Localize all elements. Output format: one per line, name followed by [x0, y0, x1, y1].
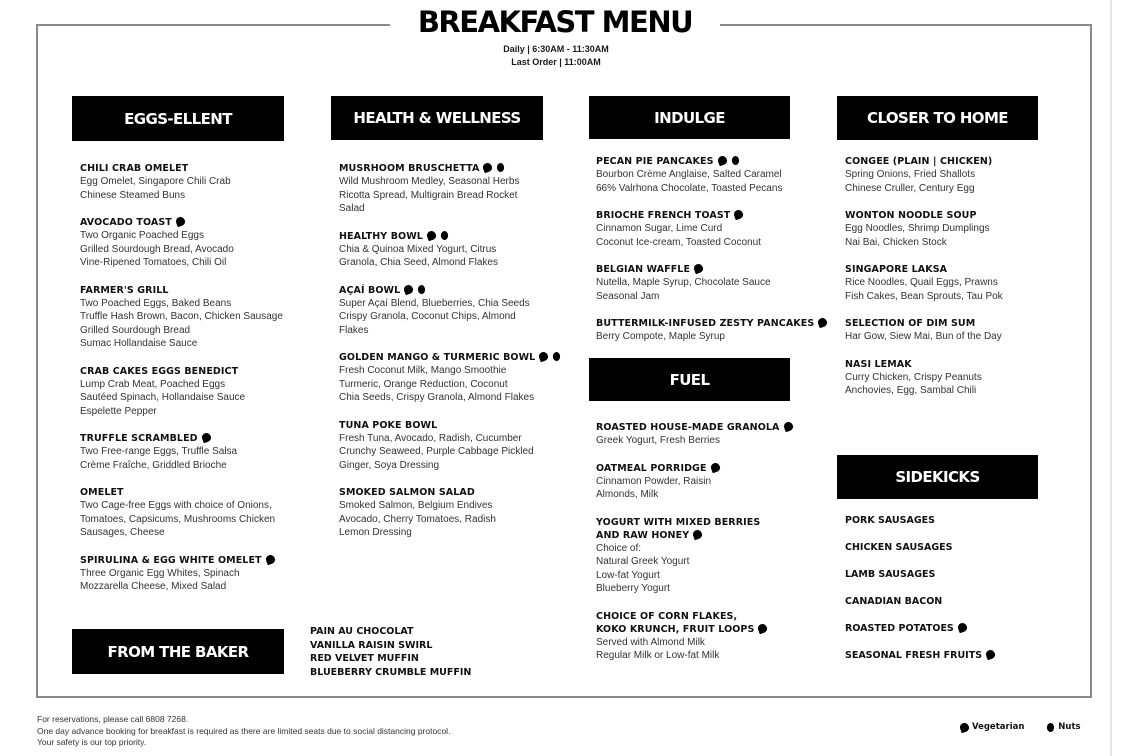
menu-item-name	[80, 284, 320, 297]
menu-item-name	[845, 155, 1085, 168]
menu-item-description	[845, 168, 1085, 195]
description-line: Tomatoes, Capsicums, Mushrooms Chicken	[80, 513, 276, 525]
menu-item-description	[339, 364, 579, 405]
menu-item	[80, 554, 320, 594]
menu-item	[339, 162, 579, 216]
leaf-icon	[403, 283, 415, 295]
menu-item	[339, 351, 579, 405]
legend-vegetarian-label: Vegetarian	[971, 722, 1025, 732]
description-line: Seasonal Jam	[596, 290, 660, 302]
description-line: Espelette Pepper	[80, 405, 157, 417]
menu-item	[80, 216, 320, 270]
menu-item-title: SELECTION OF DIM SUM	[845, 318, 976, 329]
leaf-icon	[175, 216, 187, 228]
menu-item-title: SINGAPORE LAKSA	[845, 264, 948, 275]
description-line: Crunchy Seaweed, Purple Cabbage Pickled	[339, 446, 534, 457]
menu-item-description	[596, 475, 836, 502]
section-header-baker: FROM THE BAKER	[72, 629, 284, 674]
description-line: Ricotta Spread, Multigrain Bread Rocket	[339, 189, 518, 201]
list-item	[845, 595, 995, 609]
opening-hours	[420, 43, 692, 69]
menu-item-name	[80, 554, 320, 567]
description-line: Served with Almond Milk	[596, 636, 705, 648]
footer-safety: Your safety is our top priority.	[37, 737, 147, 747]
baker-list	[310, 625, 471, 679]
description-line: Fresh Tuna, Avocado, Radish, Cucumber	[339, 432, 522, 444]
menu-item	[339, 284, 579, 338]
menu-item-name	[80, 486, 320, 499]
description-line: Low-fat Yogurt	[596, 569, 660, 581]
description-line: Turmeric, Orange Reduction, Coconut	[339, 378, 508, 390]
menu-item-title: CRAB CAKES EGGS BENEDICT	[80, 365, 239, 377]
description-line: Chinese Steamed Buns	[80, 189, 186, 201]
menu-item-title: TRUFFLE SCRAMBLED	[80, 433, 198, 444]
menu-item-name	[80, 365, 320, 378]
leaf-icon	[709, 461, 721, 473]
description-line: Bourbon Crème Anglaise, Salted Caramel	[596, 169, 782, 180]
description-line: Sumac Hollandaise Sauce	[80, 338, 198, 349]
menu-item-description	[596, 636, 836, 663]
description-line: Fresh Coconut Milk, Mango Smoothie	[339, 365, 507, 376]
menu-item	[596, 462, 836, 502]
footer-reservation: For reservations, please call 6808 7268.	[37, 714, 189, 724]
section-header-fuel: FUEL	[589, 358, 790, 401]
leaf-icon	[200, 432, 212, 444]
menu-item	[596, 610, 836, 663]
description-line: Lump Crab Meat, Poached Eggs	[80, 378, 226, 390]
menu-item-description	[596, 434, 836, 448]
menu-item-title: WONTON NOODLE SOUP	[845, 210, 977, 221]
menu-item-description	[80, 297, 320, 351]
footer-notes	[37, 714, 450, 749]
menu-item-description	[845, 276, 1085, 303]
description-line: Egg Omelet, Singapore Chili Crab	[80, 176, 231, 187]
list-item	[845, 514, 995, 528]
description-line: Avocado, Cherry Tomatoes, Radish	[339, 513, 496, 525]
menu-item-title: MUSRHOOM BRUSCHETTA	[339, 163, 480, 174]
list-item-label: CANADIAN BACON	[845, 596, 943, 607]
menu-item-title: GOLDEN MANGO & TURMERIC BOWL	[339, 352, 536, 363]
description-line: Egg Noodles, Shrimp Dumplings	[845, 223, 990, 234]
nut-icon	[730, 154, 740, 167]
menu-item-name	[596, 610, 836, 636]
menu-item-name	[845, 263, 1085, 276]
menu-item-description	[596, 276, 836, 303]
menu-item-description	[596, 330, 836, 344]
dietary-legend	[956, 722, 1081, 733]
description-line: Fish Cakes, Bean Sprouts, Tau Pok	[845, 290, 1003, 302]
menu-item-description	[339, 175, 579, 216]
description-line: Curry Chicken, Crispy Peanuts	[845, 371, 982, 383]
leaf-icon	[782, 421, 794, 433]
menu-item-description	[596, 222, 836, 249]
list-item-label: PAIN AU CHOCOLAT	[310, 626, 414, 637]
description-line: Two Organic Poached Eggs	[80, 230, 204, 241]
menu-item-name	[596, 317, 836, 330]
list-item	[310, 639, 471, 653]
menu-item-description	[80, 378, 320, 419]
description-line: Wild Mushroom Medley, Seasonal Herbs	[339, 176, 520, 187]
description-line: Nai Bai, Chicken Stock	[845, 236, 947, 248]
menu-item-name	[596, 209, 836, 222]
menu-item-title: AÇAÍ BOWL	[339, 284, 401, 296]
menu-item	[845, 155, 1085, 195]
indulge-column	[596, 155, 836, 358]
menu-item	[845, 317, 1085, 344]
nut-icon	[1046, 721, 1056, 734]
description-line: Natural Greek Yogurt	[596, 556, 690, 567]
description-line: Greek Yogurt, Fresh Berries	[596, 435, 720, 446]
description-line: Flakes	[339, 324, 369, 336]
description-line: Berry Compote, Maple Syrup	[596, 331, 725, 342]
description-line: Har Gow, Siew Mai, Bun of the Day	[845, 331, 1002, 342]
leaf-icon	[733, 209, 745, 221]
description-line: Coconut Ice-cream, Toasted Coconut	[596, 236, 761, 248]
menu-item-name	[339, 230, 579, 243]
menu-item-name	[80, 432, 320, 445]
menu-item-title: HEALTHY BOWL	[339, 230, 423, 242]
leaf-icon	[985, 649, 997, 661]
hours-daily: Daily | 6:30AM - 11:30AM	[503, 44, 609, 54]
list-item-label: ROASTED POTATOES	[845, 623, 954, 634]
page-edge	[1110, 0, 1112, 756]
fuel-column	[596, 421, 836, 677]
menu-item-title: AVOCADO TOAST	[80, 217, 172, 228]
description-line: Granola, Chia Seed, Almond Flakes	[339, 257, 498, 268]
description-line: Ginger, Soya Dressing	[339, 459, 440, 471]
list-item	[310, 666, 471, 680]
description-line: Choice of:	[596, 542, 642, 554]
menu-item	[80, 284, 320, 351]
menu-item	[80, 365, 320, 419]
menu-item-name-line: AND RAW HONEY	[596, 529, 690, 541]
leaf-icon	[538, 351, 550, 363]
menu-item-description	[80, 445, 320, 472]
menu-item	[596, 421, 836, 448]
menu-item-description	[339, 499, 579, 540]
menu-item-description	[80, 499, 320, 540]
menu-item-title: OMELET	[80, 487, 124, 498]
menu-item-name	[339, 351, 579, 364]
menu-item-title: SMOKED SALMON SALAD	[339, 487, 475, 498]
eggs-column	[80, 162, 320, 608]
list-item	[845, 568, 995, 582]
menu-item	[596, 209, 836, 249]
legend-nuts-label: Nuts	[1058, 722, 1081, 732]
section-header-home: CLOSER TO HOME	[837, 96, 1038, 140]
list-item	[845, 541, 995, 555]
section-header-sidekicks: SIDEKICKS	[837, 455, 1038, 499]
list-item-label: BLUEBERRY CRUMBLE MUFFIN	[310, 666, 472, 678]
description-line: Two Free-range Eggs, Truffle Salsa	[80, 446, 238, 457]
page-title: BREAKFAST MENU	[417, 5, 693, 39]
menu-item-name	[339, 486, 579, 499]
menu-item-title: BUTTERMILK-INFUSED ZESTY PANCAKES	[596, 318, 815, 329]
list-item	[310, 625, 471, 639]
menu-item	[339, 230, 579, 270]
menu-item	[339, 419, 579, 473]
menu-item-name	[339, 162, 579, 175]
menu-item-name	[339, 419, 579, 432]
list-item-label: LAMB SAUSAGES	[845, 569, 936, 580]
menu-item-title: CONGEE (PLAIN | CHICKEN)	[845, 156, 993, 167]
description-line: Rice Noodles, Quail Eggs, Prawns	[845, 277, 998, 288]
menu-item	[596, 516, 836, 596]
description-line: 66% Valrhona Chocolate, Toasted Pecans	[596, 182, 783, 194]
description-line: Spring Onions, Fried Shallots	[845, 169, 976, 180]
menu-item-title: ROASTED HOUSE-MADE GRANOLA	[596, 422, 780, 433]
menu-item-name	[596, 516, 836, 542]
leaf-icon	[716, 155, 728, 167]
menu-item-name	[845, 358, 1085, 371]
menu-item	[845, 358, 1085, 398]
health-column	[339, 162, 579, 554]
nut-icon	[496, 161, 506, 174]
menu-item-name-line: CHOICE OF CORN FLAKES,	[596, 610, 738, 622]
description-line: Blueberry Yogurt	[596, 583, 670, 594]
menu-item-name	[596, 263, 836, 276]
footer-booking: One day advance booking for breakfast is required as there are limited seats due to social distancing protocol.	[37, 725, 451, 736]
menu-item	[845, 263, 1085, 303]
menu-item-name	[845, 209, 1085, 222]
menu-item	[596, 263, 836, 303]
leaf-icon	[817, 317, 829, 329]
description-line: Vine-Ripened Tomatoes, Chili Oil	[80, 257, 227, 268]
menu-item-title: NASI LEMAK	[845, 358, 912, 370]
list-item	[845, 622, 995, 636]
list-item-label: PORK SAUSAGES	[845, 515, 935, 526]
leaf-icon	[957, 622, 969, 634]
menu-item-name	[339, 284, 579, 297]
menu-item	[845, 209, 1085, 249]
menu-item-title: BELGIAN WAFFLE	[596, 264, 691, 275]
menu-item-name-line: YOGURT WITH MIXED BERRIES	[596, 516, 761, 528]
menu-item-description	[339, 432, 579, 473]
menu-item-title: BRIOCHE FRENCH TOAST	[596, 210, 731, 221]
description-line: Nutella, Maple Syrup, Chocolate Sauce	[596, 277, 771, 288]
menu-item	[596, 155, 836, 195]
leaf-icon	[692, 528, 704, 540]
description-line: Mozzarella Cheese, Mixed Salad	[80, 581, 227, 592]
description-line: Sautéed Spinach, Hollandaise Sauce	[80, 392, 246, 403]
menu-item-title: FARMER'S GRILL	[80, 284, 169, 296]
description-line: Almonds, Milk	[596, 489, 659, 500]
leaf-icon	[959, 721, 971, 733]
menu-item-title: SPIRULINA & EGG WHITE OMELET	[80, 554, 262, 566]
leaf-icon	[426, 229, 438, 241]
home-column	[845, 155, 1085, 412]
sidekicks-list	[845, 514, 995, 676]
description-line: Cinnamon Powder, Raisin	[596, 475, 712, 487]
nut-icon	[552, 350, 562, 363]
leaf-icon	[693, 263, 705, 275]
description-line: Regular Milk or Low-fat Milk	[596, 650, 720, 661]
list-item-label: SEASONAL FRESH FRUITS	[845, 650, 983, 661]
menu-item-name-line: KOKO KRUNCH, FRUIT LOOPS	[596, 623, 755, 635]
menu-item	[80, 486, 320, 540]
menu-item-name	[596, 462, 836, 475]
menu-item-name	[845, 317, 1085, 330]
menu-item-description	[80, 567, 320, 594]
description-line: Sausages, Cheese	[80, 527, 165, 538]
menu-item-name	[596, 155, 836, 168]
list-item-label: VANILLA RAISIN SWIRL	[310, 639, 433, 651]
menu-item-description	[845, 330, 1085, 344]
description-line: Two Poached Eggs, Baked Beans	[80, 297, 232, 309]
list-item	[310, 652, 471, 666]
description-line: Crispy Granola, Coconut Chips, Almond	[339, 311, 516, 322]
description-line: Chinese Cruller, Century Egg	[845, 182, 975, 194]
menu-item-description	[596, 542, 836, 596]
hours-last-order: Last Order | 11:00AM	[511, 57, 601, 67]
list-item-label: RED VELVET MUFFIN	[310, 653, 419, 664]
menu-item-title: CHILI CRAB OMELET	[80, 163, 189, 174]
description-line: Grilled Sourdough Bread, Avocado	[80, 243, 234, 255]
menu-item-description	[596, 168, 836, 195]
description-line: Anchovies, Egg, Sambal Chili	[845, 385, 977, 396]
nut-icon	[439, 229, 449, 242]
description-line: Chia & Quinoa Mixed Yogurt, Citrus	[339, 243, 497, 255]
description-line: Grilled Sourdough Bread	[80, 324, 191, 336]
list-item-label: CHICKEN SAUSAGES	[845, 542, 953, 553]
section-header-indulge: INDULGE	[589, 96, 790, 139]
description-line: Salad	[339, 203, 365, 214]
leaf-icon	[757, 622, 769, 634]
menu-item-title: TUNA POKE BOWL	[339, 419, 438, 431]
description-line: Super Açaí Blend, Blueberries, Chia Seeds	[339, 297, 530, 309]
description-line: Crème Fraîche, Griddled Brioche	[80, 459, 227, 471]
description-line: Smoked Salmon, Belgium Endives	[339, 500, 493, 511]
menu-item-title: OATMEAL PORRIDGE	[596, 462, 707, 474]
menu-item	[80, 162, 320, 202]
menu-item-description	[80, 175, 320, 202]
list-item	[845, 649, 995, 663]
leaf-icon	[482, 162, 494, 174]
nut-icon	[417, 283, 427, 296]
description-line: Chia Seeds, Crispy Granola, Almond Flakes	[339, 392, 535, 403]
menu-item-title: PECAN PIE PANCAKES	[596, 156, 714, 167]
menu-item-name	[80, 216, 320, 229]
description-line: Truffle Hash Brown, Bacon, Chicken Sausage	[80, 311, 283, 322]
menu-item	[339, 486, 579, 540]
menu-item-name	[80, 162, 320, 175]
section-header-eggs: EGGS-ELLENT	[72, 96, 284, 141]
description-line: Cinnamon Sugar, Lime Curd	[596, 223, 723, 234]
title-wrap	[390, 2, 720, 42]
menu-item	[596, 317, 836, 344]
menu-item	[80, 432, 320, 472]
menu-item-description	[80, 229, 320, 270]
menu-item-description	[339, 243, 579, 270]
leaf-icon	[264, 553, 276, 565]
menu-item-description	[845, 371, 1085, 398]
section-header-health: HEALTH & WELLNESS	[331, 96, 543, 140]
description-line: Three Organic Egg Whites, Spinach	[80, 567, 240, 579]
menu-item-name	[596, 421, 836, 434]
menu-item-description	[845, 222, 1085, 249]
description-line: Lemon Dressing	[339, 527, 412, 538]
description-line: Two Cage-free Eggs with choice of Onions,	[80, 500, 272, 511]
menu-item-description	[339, 297, 579, 338]
